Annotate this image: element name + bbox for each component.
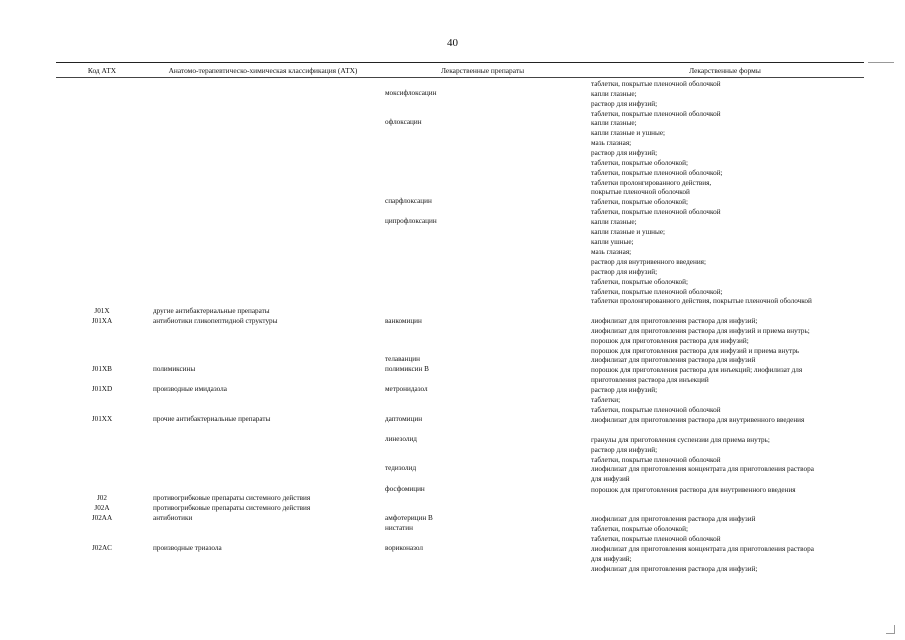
dosage-form: таблетки, покрытые пленочной оболочкой xyxy=(591,80,721,88)
drug-name: телаванцин xyxy=(385,355,420,363)
atc-code: J02A xyxy=(94,504,110,512)
atc-classification: другие антибактериальные препараты xyxy=(153,307,270,315)
atc-code: J02 xyxy=(97,494,107,502)
atc-code: J02AA xyxy=(91,514,113,522)
dosage-form: капли ушные; xyxy=(591,238,634,246)
dosage-form: приготовления раствора для инъекций xyxy=(591,376,709,384)
atc-classification: противогрибковые препараты системного действия xyxy=(153,494,311,502)
dosage-form: таблетки, покрытые оболочкой; xyxy=(591,525,688,533)
header-drugs: Лекарственные препараты xyxy=(440,66,525,75)
dosage-form: порошок для приготовления раствора для внутривенного введения xyxy=(591,486,796,494)
dosage-form: капли глазные; xyxy=(591,119,637,127)
dosage-form: таблетки пролонгированного действия, xyxy=(591,179,712,187)
header-code: Код АТХ xyxy=(87,66,117,75)
drug-name: линезолид xyxy=(385,435,417,443)
drug-name: ванкомицин xyxy=(385,317,422,325)
atc-code: J01XX xyxy=(91,415,113,423)
atc-classification: прочие антибактериальные препараты xyxy=(153,415,271,423)
drug-name: тедизолид xyxy=(385,464,417,472)
dosage-form: раствор для инфузий; xyxy=(591,268,658,276)
dosage-form: капли глазные и ушные; xyxy=(591,129,666,137)
dosage-form: таблетки, покрытые пленочной оболочкой; xyxy=(591,288,723,296)
dosage-form: таблетки, покрытые оболочкой; xyxy=(591,159,688,167)
drug-name: метронидазол xyxy=(385,385,428,393)
dosage-form: лиофилизат для приготовления концентрата для приготовления раствора xyxy=(591,465,814,473)
dosage-form: таблетки, покрытые пленочной оболочкой xyxy=(591,535,721,543)
dosage-form: покрытые пленочной оболочкой xyxy=(591,188,690,196)
header-forms: Лекарственные формы xyxy=(689,66,761,75)
dosage-form: порошок для приготовления раствора для инфузий; xyxy=(591,337,749,345)
dosage-form: раствор для инфузий; xyxy=(591,386,658,394)
dosage-form: лиофилизат для приготовления раствора для инфузий xyxy=(591,356,756,364)
dosage-form: лиофилизат для приготовления концентрата для приготовления раствора xyxy=(591,545,814,553)
scan-edge-rule xyxy=(868,62,894,63)
atc-code: J01XB xyxy=(92,365,112,373)
dosage-form: лиофилизат для приготовления раствора для инфузий; xyxy=(591,317,758,325)
drug-name: полимиксин В xyxy=(385,365,429,373)
dosage-form: мазь глазная; xyxy=(591,248,632,256)
dosage-form: мазь глазная; xyxy=(591,139,632,147)
header-classification: Анатомо-терапевтическо-химическая классификация (АТХ) xyxy=(168,66,358,75)
atc-classification: антибиотики xyxy=(153,514,193,522)
atc-classification: противогрибковые препараты системного действия xyxy=(153,504,311,512)
dosage-form: лиофилизат для приготовления раствора для инфузий и приема внутрь; xyxy=(591,327,810,335)
drug-name: даптомицин xyxy=(385,415,423,423)
dosage-form: порошок для приготовления раствора для инъекций; лиофилизат для xyxy=(591,366,803,374)
dosage-form: таблетки; xyxy=(591,396,621,404)
dosage-form: таблетки, покрытые пленочной оболочкой; xyxy=(591,169,723,177)
dosage-form: таблетки пролонгированного действия, покрытые пленочной оболочкой xyxy=(591,297,812,305)
dosage-form: раствор для внутривенного введения; xyxy=(591,258,706,266)
dosage-form: лиофилизат для приготовления раствора для внутривенного введения xyxy=(591,416,805,424)
atc-code: J01XD xyxy=(91,385,113,393)
dosage-form: капли глазные и ушные; xyxy=(591,228,666,236)
atc-classification: производные имидазола xyxy=(153,385,227,393)
dosage-form: капли глазные; xyxy=(591,218,637,226)
drug-name: нистатин xyxy=(385,524,413,532)
drug-name: вориконазол xyxy=(385,544,424,552)
atc-classification: антибиотики гликопептидной структуры xyxy=(153,317,278,325)
dosage-form: для инфузий; xyxy=(591,555,632,563)
dosage-form: таблетки, покрытые пленочной оболочкой xyxy=(591,406,721,414)
drug-name: амфотерицин В xyxy=(385,514,433,522)
header-bottom-rule xyxy=(56,77,864,78)
dosage-form: таблетки, покрытые пленочной оболочкой xyxy=(591,110,721,118)
dosage-form: раствор для инфузий; xyxy=(591,100,658,108)
table-top-rule xyxy=(56,62,864,63)
drug-name: спарфлоксацин xyxy=(385,197,432,205)
dosage-form: таблетки, покрытые пленочной оболочкой xyxy=(591,456,721,464)
dosage-form: таблетки, покрытые пленочной оболочкой xyxy=(591,208,721,216)
dosage-form: капли глазные; xyxy=(591,90,637,98)
dosage-form: порошок для приготовления раствора для инфузий и приема внутрь xyxy=(591,347,800,355)
page-number: 40 xyxy=(447,37,458,49)
drug-name: фосфомицин xyxy=(385,485,425,493)
page-corner-mark xyxy=(886,625,895,634)
dosage-form: для инфузий xyxy=(591,475,630,483)
dosage-form: раствор для инфузий; xyxy=(591,446,658,454)
atc-classification: полимиксины xyxy=(153,365,196,373)
dosage-form: таблетки, покрытые оболочкой; xyxy=(591,198,688,206)
dosage-form: раствор для инфузий; xyxy=(591,149,658,157)
atc-code: J02AC xyxy=(92,544,112,552)
drug-name: моксифлоксацин xyxy=(385,89,437,97)
atc-code: J01X xyxy=(94,307,110,315)
drug-name: офлоксацин xyxy=(385,118,422,126)
atc-classification: производные триазола xyxy=(153,544,222,552)
dosage-form: лиофилизат для приготовления раствора для инфузий; xyxy=(591,565,758,573)
drug-name: ципрофлоксацин xyxy=(385,217,437,225)
dosage-form: лиофилизат для приготовления раствора для инфузий xyxy=(591,515,756,523)
dosage-form: таблетки, покрытые оболочкой; xyxy=(591,278,688,286)
atc-code: J01XA xyxy=(91,317,113,325)
dosage-form: гранулы для приготовления суспензии для приема внутрь; xyxy=(591,436,770,444)
